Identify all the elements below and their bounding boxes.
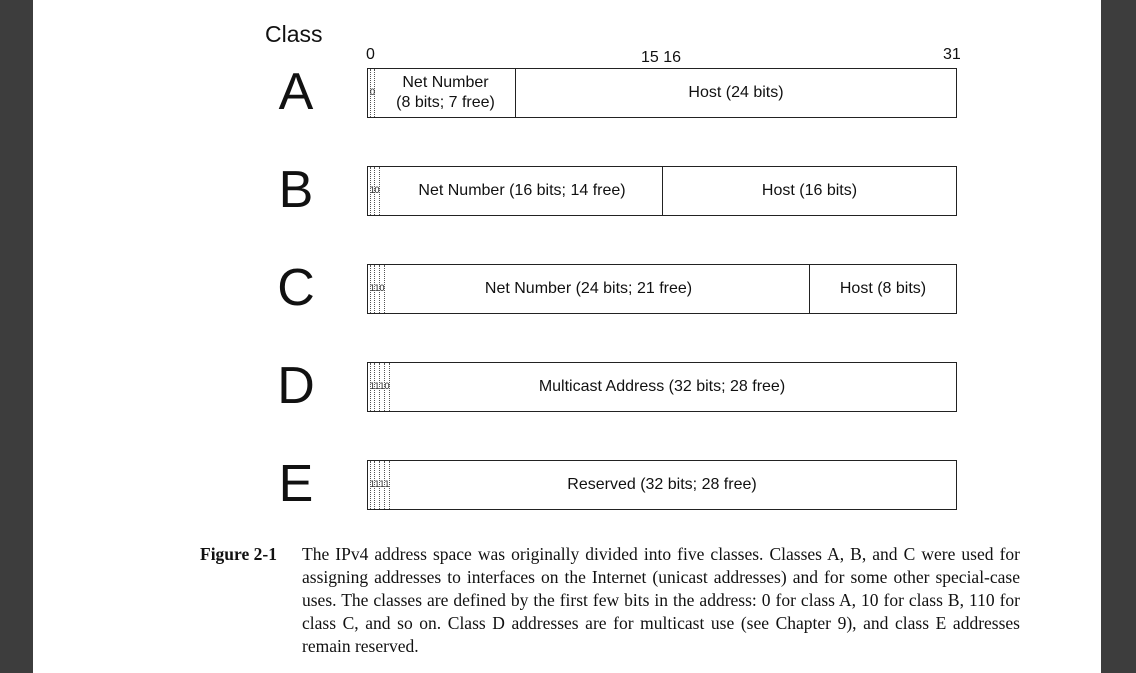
class-e-reserved-field: [368, 461, 956, 509]
class-a-net-number-field: [368, 69, 516, 117]
class-b-net-number-field: [368, 167, 663, 215]
class-d-letter: D: [277, 357, 315, 415]
class-a-net-label-line1: Net Number: [402, 74, 489, 91]
prefix-bit: 1: [375, 363, 380, 411]
prefix-bit: 1: [370, 167, 375, 215]
prefix-bit: 0: [385, 363, 390, 411]
prefix-bit: 1: [370, 461, 375, 509]
class-c-host-field: [810, 265, 956, 313]
class-b-address-box: [367, 166, 957, 216]
prefix-bit: 0: [380, 265, 385, 313]
class-c-host-label: Host (8 bits): [839, 280, 927, 297]
bit-tick-start: 0: [366, 46, 375, 63]
class-d-multicast-field: [368, 363, 956, 411]
figure-caption: [200, 543, 1020, 658]
figure-label: Figure 2-1: [200, 544, 277, 564]
prefix-bit: 1: [375, 461, 380, 509]
class-e-letter: E: [278, 455, 314, 513]
prefix-bit: 0: [375, 167, 380, 215]
prefix-bit: 0: [370, 69, 375, 117]
prefix-bit: 1: [385, 461, 390, 509]
class-a-host-label: Host (24 bits): [688, 84, 784, 101]
prefix-bit: 1: [380, 461, 385, 509]
class-a-host-field: [516, 69, 956, 117]
prefix-bit: 1: [370, 363, 375, 411]
class-c-address-box: [367, 264, 957, 314]
prefix-bit: 1: [370, 265, 375, 313]
class-c-letter: C: [277, 259, 315, 317]
bit-tick-middle: 15 16: [641, 49, 682, 66]
class-c-net-number-field: [368, 265, 810, 313]
class-b-host-label: Host (16 bits): [761, 182, 858, 199]
class-d-field-label: Multicast Address (32 bits; 28 free): [538, 378, 786, 395]
class-c-net-label: Net Number (24 bits; 21 free): [484, 280, 693, 297]
class-b-host-field: [663, 167, 956, 215]
bit-tick-end: 31: [943, 46, 961, 63]
class-column-header: Class: [265, 21, 323, 47]
class-a-address-box: [367, 68, 957, 118]
class-a-letter: A: [278, 63, 314, 121]
figure-caption-text: The IPv4 address space was originally divided into five classes. Classes A, B, and C were used for assigning addresses to interfaces on the Internet (unicast addresses) and for some other special-case uses. The classes are defined by the first few bits in the address: 0 for class A, 10 for class B, 110 for class C, and so on. Class D addresses are for multicast use (see Chapter 9), and class E addresses remain reserved.: [302, 544, 1020, 656]
class-e-address-box: [367, 460, 957, 510]
prefix-bit: 1: [380, 363, 385, 411]
class-a-net-label-line2: (8 bits; 7 free): [396, 94, 495, 111]
class-e-field-label: Reserved (32 bits; 28 free): [567, 476, 757, 493]
prefix-bit: 1: [375, 265, 380, 313]
class-d-address-box: [367, 362, 957, 412]
class-b-letter: B: [278, 161, 314, 219]
class-b-net-label: Net Number (16 bits; 14 free): [418, 182, 626, 199]
